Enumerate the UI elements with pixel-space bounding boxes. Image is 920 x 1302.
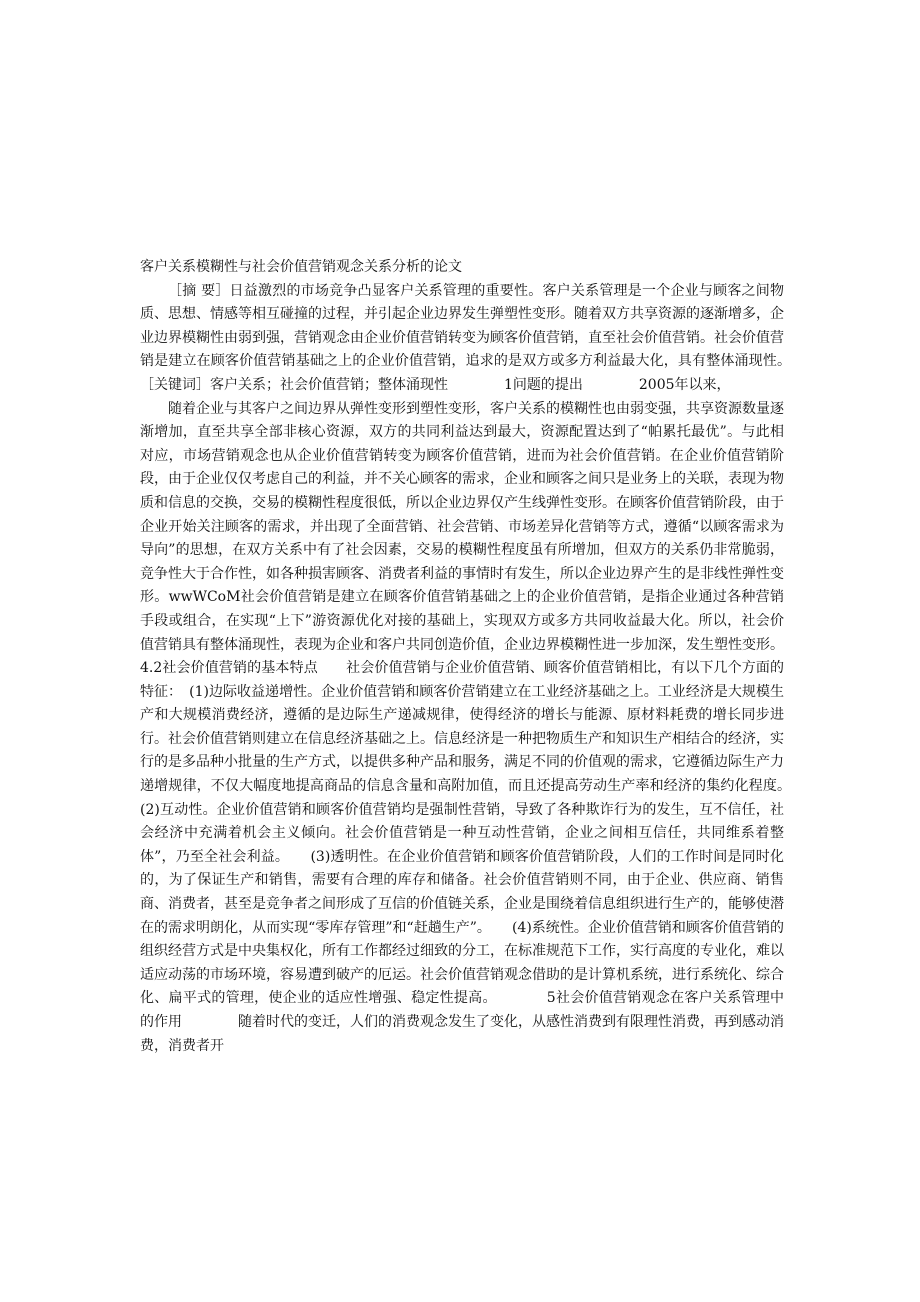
abstract-paragraph: ［摘 要］日益激烈的市场竞争凸显客户关系管理的重要性。客户关系管理是一个企业与顾客之间物质、思想、情感等相互碰撞的过程，并引起企业边界发生弹塑性变形。随着双方共享资源的逐渐增多，企业边界模糊性由弱到强，营销观念由企业价值营销转变为顾客价值营销，直至社会价值营销。社会价值营销是建立在顾客价值营销基础之上的企业价值营销，追求的是双方或多方利益最大化，具有整体涌现性。 ［关键词］客户关系；社会价值营销；整体涌现性 1问题的提出 2005年以来， (140, 282, 812, 393)
body-paragraph: 随着企业与其客户之间边界从弹性变形到塑性变形，客户关系的模糊性也由弱变强，共享资源数量逐渐增加，直至共享全部非核心资源，双方的共同利益达到最大，资源配置达到了“帕累托最优”。与此相对应，市场营销观念也从企业价值营销转变为顾客价值营销，进而为社会价值营销。在企业价值营销阶段，由于企业仅仅考虑自己的利益，并不关心顾客的需求，企业和顾客之间只是业务上的关联，表现为物质和信息的交换，交易的模糊性程度很低，所以企业边界仅产生线弹性变形。在顾客价值营销阶段，由于企业开始关注顾客的需求，并出现了全面营销、社会营销、市场差异化营销等方式，遵循“以顾客需求为导向”的思想，在双方关系中有了社会因素，交易的模糊性程度虽有所增加，但双方的关系仍非常脆弱，竞争性大于合作性，如各种损害顾客、消费者利益的事情时有发生，所以企业边界产生的是非线性弹性变形。wwWCoM社会价值营销是建立在顾客价值营销基础之上的企业价值营销，是指企业通过各种营销手段或组合，在实现“上下”游资源优化对接的基础上，实现双方或多方共同收益最大化。所以，社会价值营销具有整体涌现性，表现为企业和客户共同创造价值，企业边界模糊性进一步加深，发生塑性变形。4.2社会价值营销的基本特点 社会价值营销与企业价值营销、顾客价值营销相比，有以下几个方面的特征： (1)边际收益递增性。企业价值营销和顾客价营销建立在工业经济基础之上。工业经济是大规模生产和大规模消费经济，遵循的是边际生产递减规律，使得经济的增长与能源、原材料耗费的增长同步进行。社会价值营销则建立在信息经济基础之上。信息经济是一种把物质生产和知识生产相结合的经济，实行的是多品种小批量的生产方式，以提供多种产品和服务，满足不同的价值观的需求，它遵循边际生产力递增规律，不仅大幅度地提高商品的信息含量和高附加值，而且还提高劳动生产率和经济的集约化程度。 (2)互动性。企业价值营销和顾客价值营销均是强制性营销，导致了各种欺诈行为的发生，互不信任，社会经济中充满着机会主义倾向。社会价值营销是一种互动性营销，企业之间相互信任，共同维系着整体”，乃至全社会利益。 (3)透明性。在企业价值营销和顾客价值营销阶段，人们的工作时间是同时化的，为了保证生产和销售，需要有合理的库存和储备。社会价值营销则不同，由于企业、供应商、销售商、消费者，甚至是竞争者之间形成了互信的价值链关系，企业是围绕着信息组织进行生产的，能够使潜在的需求明朗化，从而实现“零库存管理”和“赶趟生产”。 (4)系统性。企业价值营销和顾客价值营销的组织经营方式是中央集权化，所有工作都经过细致的分工，在标准规范下工作，实行高度的专业化，难以适应动荡的市场环境，容易遭到破产的厄运。社会价值营销观念借助的是计算机系统，进行系统化、综合化、扁平式的管理，使企业的适应性增强、稳定性提高。 5社会价值营销观念在客户关系管理中的作用 随着时代的变迁，人们的消费观念发生了变化，从感性消费到有限理性消费，再到感动消费，消费者开 (140, 400, 812, 1054)
document-title: 客户关系模糊性与社会价值营销观念关系分析的论文 (140, 259, 462, 275)
document-page (140, 256, 812, 1058)
